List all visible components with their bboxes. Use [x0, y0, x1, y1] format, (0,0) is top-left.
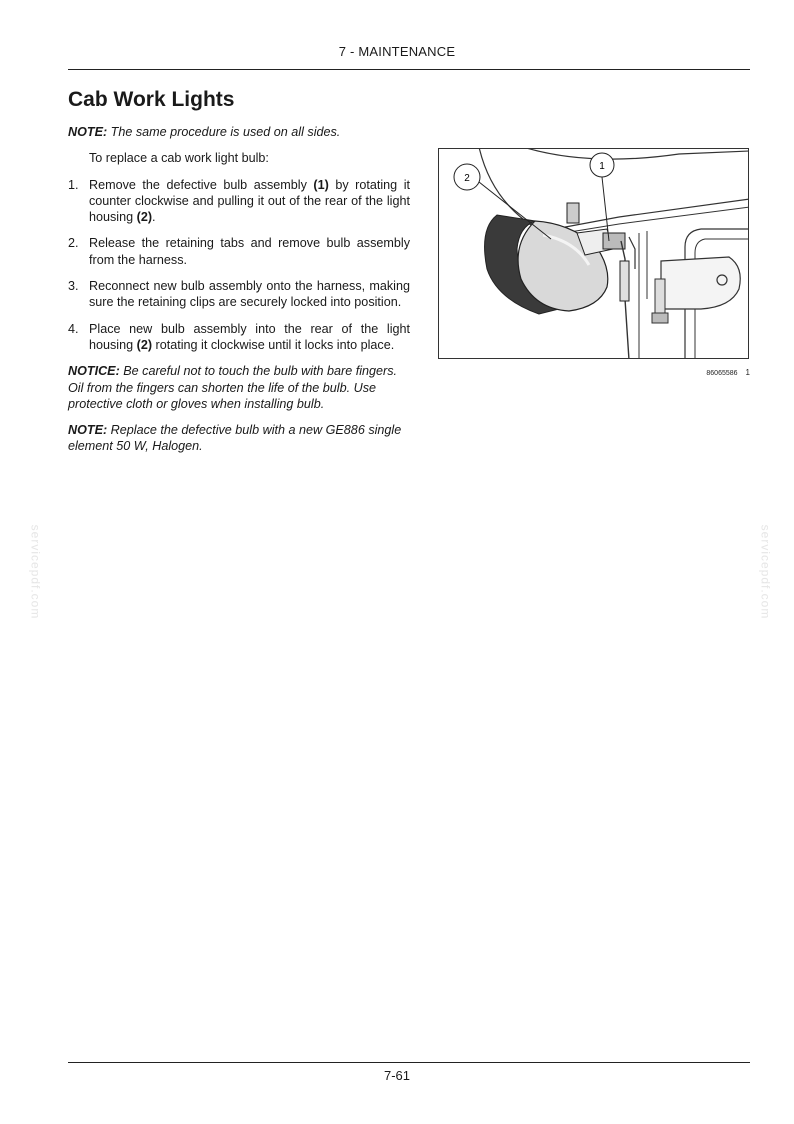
note-text: The same procedure is used on all sides. [107, 125, 341, 139]
step-number: 1. [68, 177, 79, 192]
instructions-column [68, 124, 410, 465]
callout-2-label: 2 [464, 173, 470, 184]
step-text: rotating it clockwise until it locks into place. [152, 337, 395, 352]
step-number: 2. [68, 236, 79, 251]
step-number: 3. [68, 279, 79, 294]
notice-bulb-handling [68, 363, 410, 412]
step-number: 4. [68, 321, 79, 336]
step-text: Place new bulb assembly into the rear of the light housing [89, 321, 410, 352]
step-text: Remove the defective bulb assembly [89, 177, 314, 192]
reference-2: (2) [136, 337, 153, 352]
step-text: Release the retaining tabs and remove bulb assembly from the harness. [89, 236, 410, 267]
note-replacement-bulb [68, 422, 410, 455]
section-header: 7 - MAINTENANCE [338, 44, 456, 59]
procedure-steps [68, 177, 410, 354]
watermark-right: servicepdf.com [758, 524, 773, 620]
figure-image-id: 86065586 [706, 370, 738, 377]
step-3 [68, 278, 410, 311]
header-rule [68, 69, 750, 70]
work-light-illustration [439, 149, 749, 359]
note-label: NOTE: [68, 423, 108, 438]
notice-label: NOTICE: [68, 364, 120, 379]
intro-text: To replace a cab work light bulb: [89, 151, 269, 166]
footer-rule [68, 1062, 750, 1063]
note-same-procedure [68, 124, 410, 140]
page-title: Cab Work Lights [68, 88, 235, 111]
callout-1-label: 1 [599, 161, 605, 172]
step-text: by rotating it counter clockwise and pulling it out of the rear of the light housing [89, 177, 410, 225]
watermark-left: servicepdf.com [28, 524, 43, 620]
step-4 [68, 321, 410, 354]
reference-2: (2) [136, 210, 153, 225]
reference-1: (1) [313, 177, 329, 192]
note-text: Replace the defective bulb with a new GE886 single element 50 W, Halogen. [68, 423, 402, 454]
step-text: Reconnect new bulb assembly onto the harness, making sure the retaining clips are securely locked into position. [89, 279, 410, 310]
figure-caption [600, 368, 750, 377]
step-text: . [152, 210, 156, 225]
notice-text: Be careful not to touch the bulb with bare fingers. Oil from the fingers can shorten the life of the bulb. Use protective cloth or gloves when installing bulb. [68, 364, 398, 411]
work-light-figure [438, 148, 749, 359]
step-2 [68, 235, 410, 268]
note-label: NOTE: [68, 125, 108, 139]
page-number: 7-61 [383, 1068, 411, 1083]
figure-number: 1 [745, 368, 750, 377]
step-1 [68, 177, 410, 226]
